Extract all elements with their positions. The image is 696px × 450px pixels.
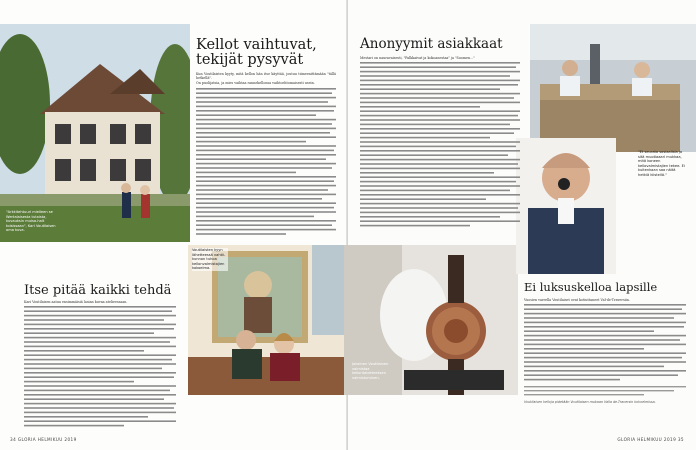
article2-title: Itse pitää kaikki tehdä [24, 283, 172, 298]
right-page [348, 0, 696, 450]
article2-body [24, 300, 176, 430]
right-article2-body [524, 298, 686, 405]
watchmaker-portrait-photo [516, 138, 616, 274]
article2-text-lines [24, 304, 176, 430]
portrait-caption: "Et seurata sosiaalisia ja sitä muotiaaari mukkaa, mitä koneen kellovalmistajien tekee. Ei kuitenkaan saa näitä hetkiä kiistellä." [638, 150, 685, 177]
right-folio: GLORIA HELMIKUU 2019 35 [617, 437, 684, 442]
right-article1-text-lines [360, 60, 520, 236]
workshop-illustration [530, 24, 696, 152]
article1-title: Kellot vaihtuvat, tekijät pysyvät [196, 37, 317, 68]
painting-caption: Voutilaisten kyyn lähetteessä vahtii-kunnon tuhoa kellonvalmistajien kokoelma. [192, 248, 228, 271]
right-article2-title: Ei luksuskelloa lapsille [524, 280, 658, 294]
right-article1-body [360, 56, 520, 236]
house-caption: "Arkkitehtuuri mielleen se Wertalaisesta tutaista, kuvauksin muisa-halt toisissaan", Kari Voutilaisen oma kuva. [6, 210, 56, 233]
right-article2-text-lines [524, 302, 686, 400]
right-note: Voutilaisen kelloja pidetään Voutilaisen mukaan Valla de-Traversin kokoelmissa. [524, 400, 656, 405]
article1-text-lines [196, 86, 336, 246]
portrait-illustration [516, 138, 616, 274]
right-article1-paragraph: Mestari on nauravaisesti, "Palkkaivat ja kokoanestaa" ja "Suomen..." [360, 56, 475, 60]
right-article1-title: Anonyymit asiakkaat [360, 36, 503, 52]
left-folio: 34 GLORIA HELMIKUU 2019 [10, 437, 77, 442]
article1-paragraph: On puolijatsia, ja mies vaihtaa rannekellonsa vaihtoehtomaisesti usein. [196, 80, 315, 85]
article2-paragraph: Kari Voutilaisen aatua ensimmäisiä lasian kuvaa atelieessaan. [24, 300, 128, 304]
article1-paragraph: Kun Voutilaisten kyyty, mitä kellon hän itse käyttää, joutuu tiimeenittämään "tällä hetkellä". [196, 72, 336, 81]
article1-body [196, 72, 336, 246]
watch-caption: Jokainen Voutilainen valmistaa kellontaideteeksen valmistuminen. [352, 362, 389, 380]
right-article2-paragraph: Vuosien varrella Voutilaiset ovat kotiuttaneet Val-de-Traversiin. [524, 298, 630, 302]
workshop-photo [530, 24, 696, 152]
